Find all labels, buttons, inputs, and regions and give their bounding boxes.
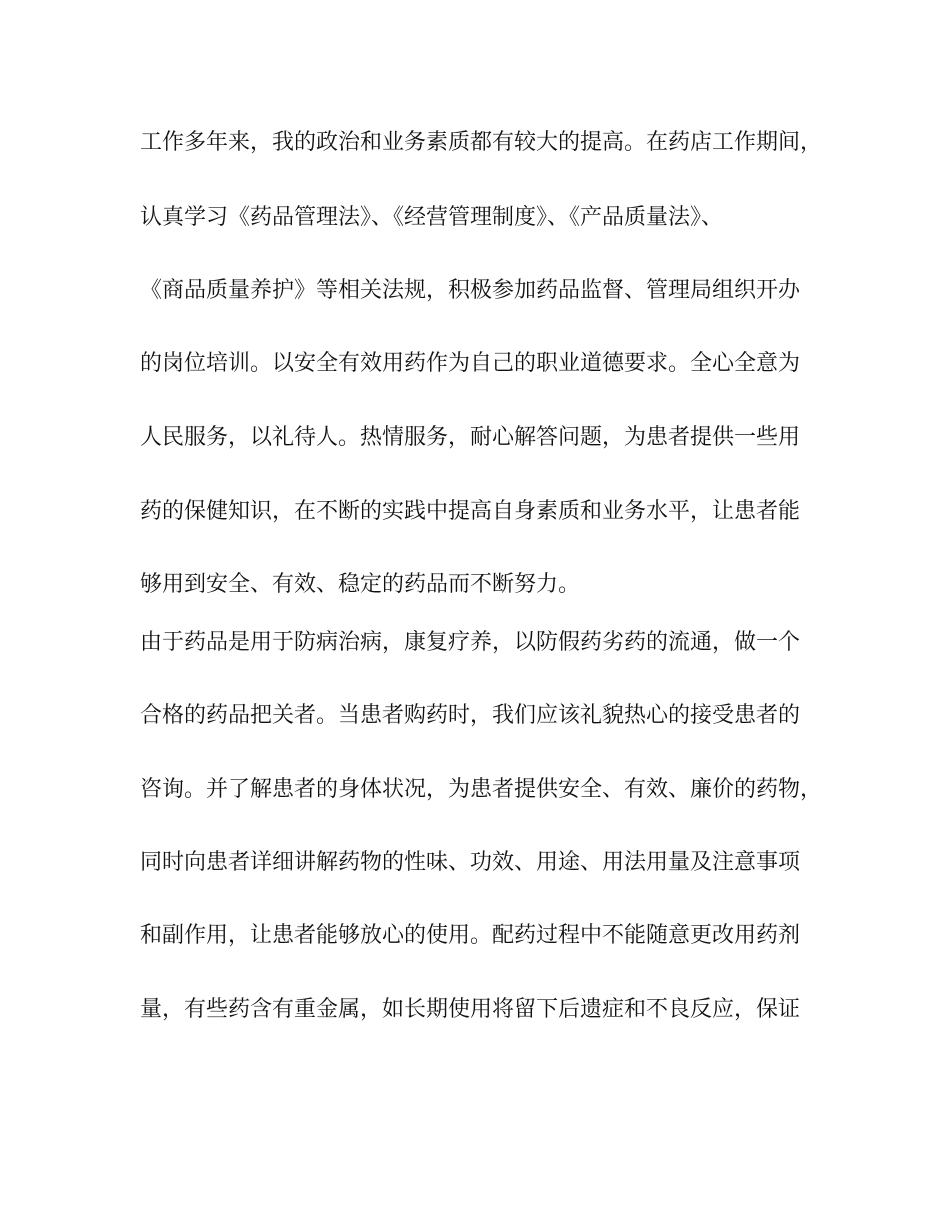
paragraph-line: 药的保健知识，在不断的实践中提高自身素质和业务水平，让患者能 bbox=[140, 499, 801, 524]
paragraph-line: 合格的药品把关者。当患者购药时，我们应该礼貌热心的接受患者的 bbox=[140, 703, 801, 728]
paragraph-line: 同时向患者详细讲解药物的性味、功效、用途、用法用量及注意事项 bbox=[140, 850, 801, 875]
paragraph-line: 够用到安全、有效、稳定的药品而不断努力。 bbox=[140, 572, 581, 597]
paragraph-line: 人民服务，以礼待人。热情服务，耐心解答问题，为患者提供一些用 bbox=[140, 425, 801, 450]
paragraph-line: 认真学习《药品管理法》、《经营管理制度》、《产品质量法》、 bbox=[140, 205, 724, 230]
paragraph-line: 和副作用，让患者能够放心的使用。配药过程中不能随意更改用药剂 bbox=[140, 923, 801, 948]
paragraph-line: 量，有些药含有重金属，如长期使用将留下后遗症和不良反应，保证 bbox=[140, 997, 801, 1022]
paragraph-line: 咨询。并了解患者的身体状况，为患者提供安全、有效、廉价的药物， bbox=[140, 777, 823, 802]
paragraph-line: 《商品质量养护》等相关法规，积极参加药品监督、管理局组织开办 bbox=[140, 278, 801, 303]
paragraph-line: 的岗位培训。以安全有效用药作为自己的职业道德要求。全心全意为 bbox=[140, 351, 801, 376]
paragraph-line: 工作多年来，我的政治和业务素质都有较大的提高。在药店工作期间， bbox=[140, 130, 823, 155]
paragraph-line: 由于药品是用于防病治病，康复疗养，以防假药劣药的流通，做一个 bbox=[140, 630, 801, 655]
